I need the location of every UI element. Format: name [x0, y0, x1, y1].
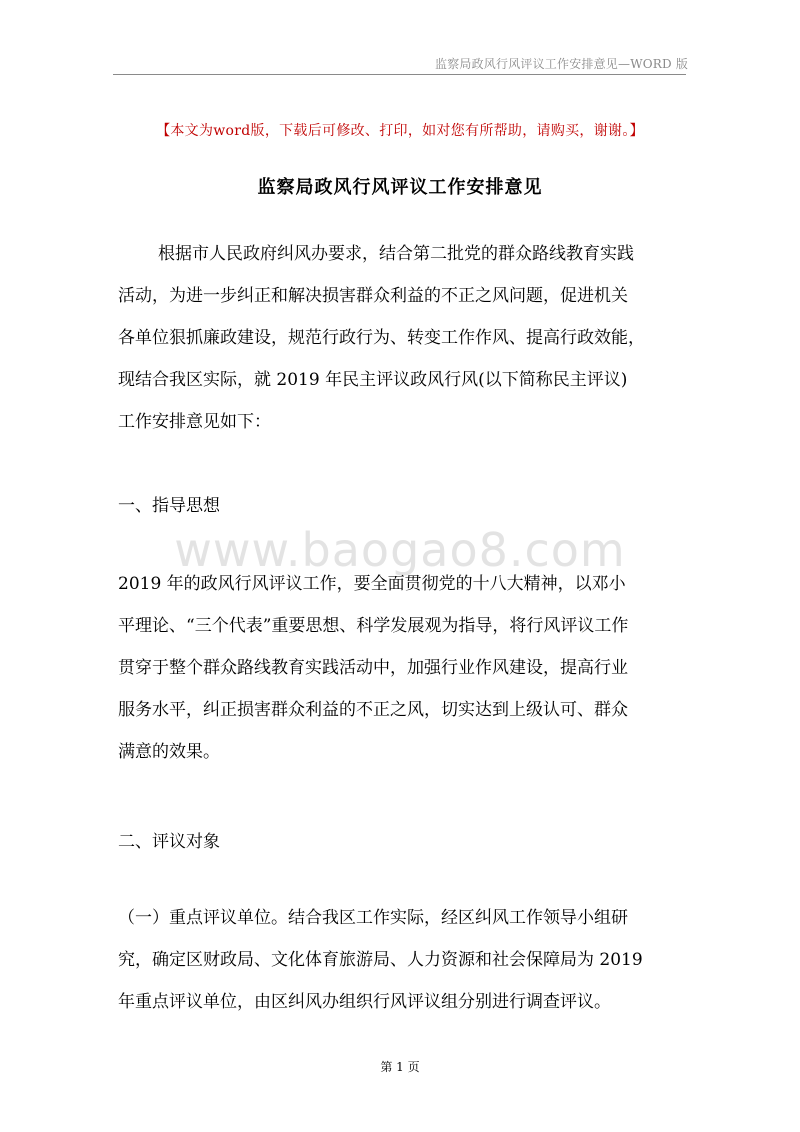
intro-line: 根据市人民政府纠风办要求，结合第二批党的群众路线教育实践 — [158, 244, 634, 264]
section2-line: 究，确定区财政局、文化体育旅游局、人力资源和社会保障局为 2019 — [118, 950, 643, 970]
section1-line: 2019 年的政风行风评议工作，要全面贯彻党的十八大精神，以邓小 — [118, 574, 626, 594]
download-notice: 【本文为word版，下载后可修改、打印，如对您有所帮助，请购买，谢谢。】 — [156, 123, 644, 139]
section1-paragraph — [118, 563, 688, 773]
intro-line: 工作安排意见如下： — [118, 412, 271, 432]
intro-line: 各单位狠抓廉政建设，规范行政行为、转变工作作风、提高行政效能， — [118, 328, 645, 348]
section1-line: 满意的效果。 — [118, 742, 220, 762]
intro-paragraph — [118, 233, 688, 443]
header-divider — [113, 74, 686, 75]
section2-line: 年重点评议单位，由区纠风办组织行风评议组分别进行调查评议。 — [118, 992, 611, 1012]
section-heading-guiding-ideology: 一、指导思想 — [118, 496, 220, 516]
section1-line: 贯穿于整个群众路线教育实践活动中，加强行业作风建设，提高行业 — [118, 658, 628, 678]
section1-line: 服务水平，纠正损害群众利益的不正之风，切实达到上级认可、群众 — [118, 700, 628, 720]
document-title: 监察局政风行风评议工作安排意见 — [257, 177, 543, 198]
intro-line: 现结合我区实际，就 2019 年民主评议政风行风(以下简称民主评议) — [118, 370, 628, 390]
watermark: www.baogao8.com — [174, 523, 626, 577]
section2-line: （一）重点评议单位。结合我区工作实际，经区纠风工作领导小组研 — [118, 908, 628, 928]
page-number: 第 1 页 — [380, 1060, 420, 1074]
section1-line: 平理论、“三个代表”重要思想、科学发展观为指导，将行风评议工作 — [118, 616, 629, 636]
running-header: 监察局政风行风评议工作安排意见—WORD 版 — [435, 57, 689, 71]
intro-line: 活动，为进一步纠正和解决损害群众利益的不正之风问题，促进机关 — [118, 286, 628, 306]
section-heading-review-targets: 二、评议对象 — [118, 832, 220, 852]
section2-paragraph — [118, 897, 688, 1023]
